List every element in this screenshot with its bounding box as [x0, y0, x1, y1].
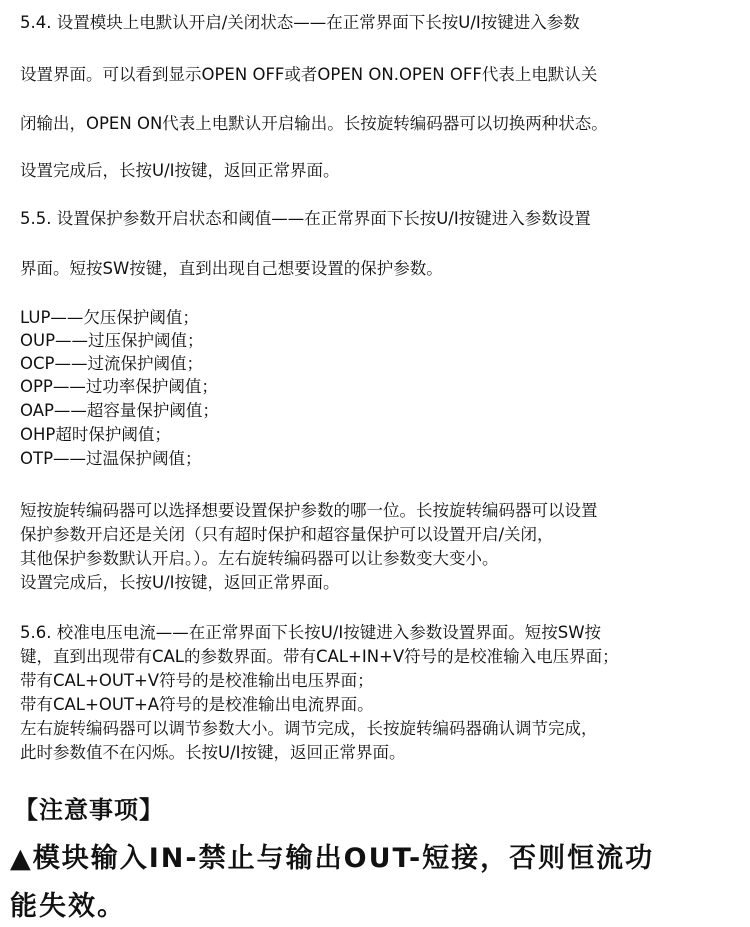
protection-item-ocp: OCP——过流保护阈值；: [20, 354, 203, 373]
section-5-5-note-4: 设置完成后，长按U/I按键，返回正常界面。: [20, 573, 340, 592]
section-5-4-line-2: 设置界面。可以看到显示OPEN OFF或者OPEN ON.OPEN OFF代表上电默认关: [20, 65, 598, 84]
warning-line-2: 能失效。: [10, 891, 126, 922]
section-5-6-line-2: 键，直到出现带有CAL的参数界面。带有CAL+IN+V符号的是校准输入电压界面；: [20, 647, 619, 666]
section-5-5-note-2: 保护参数开启还是关闭（只有超时保护和超容量保护可以设置开启/关闭，: [20, 525, 554, 544]
protection-item-ohp: OHP超时保护阈值；: [20, 425, 171, 444]
protection-item-otp: OTP——过温保护阈值；: [20, 449, 202, 468]
section-5-5-note-3: 其他保护参数默认开启。）。左右旋转编码器可以让参数变大变小。: [20, 549, 499, 568]
section-5-6-line-6: 此时参数值不在闪烁。长按U/I按键，返回正常界面。: [20, 743, 406, 762]
section-5-6-line-5: 左右旋转编码器可以调节参数大小。调节完成，长按旋转编码器确认调节完成，: [20, 719, 598, 738]
protection-item-oap: OAP——超容量保护阈值；: [20, 401, 219, 420]
section-5-5-line-2: 界面。短按SW按键，直到出现自己想要设置的保护参数。: [20, 259, 443, 278]
protection-item-oup: OUP——过压保护阈值；: [20, 331, 204, 350]
protection-item-lup: LUP——欠压保护阈值；: [20, 308, 199, 327]
section-5-6-line-4: 带有CAL+OUT+A符号的是校准输出电流界面。: [20, 695, 374, 714]
section-5-6-line-1: 5.6. 校准电压电流——在正常界面下长按U/I按键进入参数设置界面。短按SW按: [20, 623, 602, 642]
section-5-6-line-3: 带有CAL+OUT+V符号的是校准输出电压界面；: [20, 671, 374, 690]
section-5-5-note-1: 短按旋转编码器可以选择想要设置保护参数的哪一位。长按旋转编码器可以设置: [20, 501, 598, 520]
warning-line-1: ▲模块输入IN-禁止与输出OUT-短接，否则恒流功: [10, 843, 655, 874]
notice-title: 【注意事项】: [14, 796, 164, 824]
protection-item-opp: OPP——过功率保护阈值；: [20, 377, 218, 396]
section-5-4-line-1: 5.4. 设置模块上电默认开启/关闭状态——在正常界面下长按U/I按键进入参数: [20, 13, 580, 32]
section-5-4-line-3: 闭输出，OPEN ON代表上电默认开启输出。长按旋转编码器可以切换两种状态。: [20, 114, 608, 133]
section-5-4-line-4: 设置完成后，长按U/I按键，返回正常界面。: [20, 161, 340, 180]
section-5-5-line-1: 5.5. 设置保护参数开启状态和阈值——在正常界面下长按U/I按键进入参数设置: [20, 209, 591, 228]
